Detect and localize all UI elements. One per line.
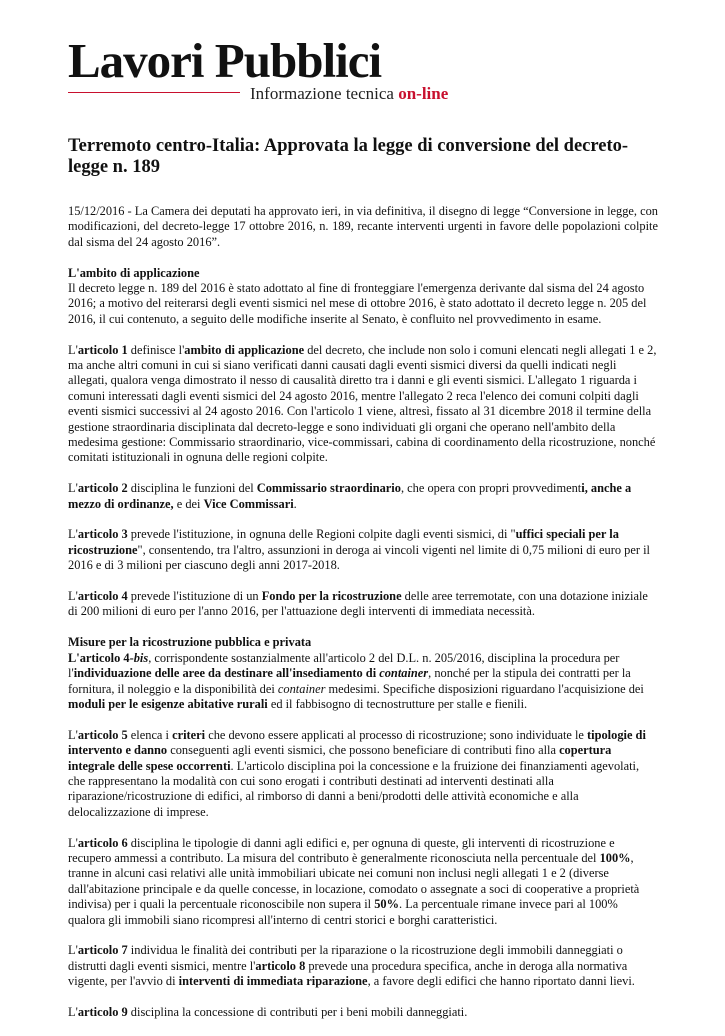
- logo-tagline: Informazione tecnica on-line: [250, 84, 449, 103]
- logo-wordmark: Lavori Pubblici: [68, 33, 382, 88]
- section-title: Misure per la ricostruzione pubblica e privata: [68, 635, 312, 650]
- section-ambito: [68, 266, 658, 328]
- logo: [68, 33, 488, 110]
- paragraph-articolo-2: L'articolo 2 disciplina le funzioni del Commissario straordinario, che opera con propri provvedimenti, anche a mezzo di ordinanze, e dei Vice Commissari.: [68, 481, 632, 511]
- section-text: Il decreto legge n. 189 del 2016 è stato adottato al fine di fronteggiare l'emergenza derivante dal sisma del 24 agosto 2016; a motivo del reiterarsi degli eventi sismici nel mese di ottobre 2016, è stato adottato il decreto legge n. 205 del 2016, il cui contenuto, a seguito delle modifiche inserite al Senato, è confluito nel provvedimento in esame.: [68, 281, 647, 326]
- section-title: L'ambito di applicazione: [68, 265, 200, 280]
- paragraph-articolo-7-8: L'articolo 7 individua le finalità dei contributi per la riparazione o la ricostruzione degli immobili danneggiati o distrutti dagli eventi sismici, mentre l'articolo 8 prevede una procedura specifica, anche in deroga alla normativa vigente, per l'avvio di interventi di immediata riparazione, a favore degli edifici che hanno riportato danni lievi.: [68, 943, 635, 989]
- logo-divider: [68, 92, 240, 93]
- paragraph-articolo-5: L'articolo 5 elenca i criteri che devono essere applicati al processo di ricostruzione; sono individuate le tipologie di intervento e danno conseguenti agli eventi sismici, che possono beneficiare di contributi fino alla copertura integrale delle spese occorrenti. L'articolo disciplina poi la concessione e la fruizione dei finanziamenti agevolati, che rappresentano la modalità con cui sono erogati i contributi destinati ad interventi destinati alla riparazione/ricostruzione di edifici, al rimborso di danni a beni/prodotti delle attività economiche e alla delocalizzazione di imprese.: [68, 727, 646, 819]
- paragraph-articolo-6: L'articolo 6 disciplina le tipologie di danni agli edifici e, per ognuna di queste, gli interventi di ricostruzione e recupero ammessi a contributo. La misura del contributo è generalmente riconosciuta nella percentuale del 100%, tranne in alcuni casi relativi alle unità immobiliari ubicate nei comuni non inclusi negli allegati 1 e 2 (diverse dall'abitazione principale e da quelle concesse, in locazione, comodato o assegnate a soci di cooperative a proprietà indivisa) per i quali la percentuale riconoscibile non supera il 50%. La percentuale rimane invece pari al 100% qualora gli immobili siano ricompresi all'interno di centri storici e borghi caratteristici.: [68, 835, 640, 927]
- article-title: Terremoto centro-Italia: Approvata la legge di conversione del decreto-legge n. 189: [68, 136, 629, 177]
- article: [68, 136, 658, 1036]
- paragraph-articolo-3: L'articolo 3 prevede l'istituzione, in ognuna delle Regioni colpite dagli eventi sismici, di "uffici speciali per la ricostruzione", consentendo, tra l'altro, assunzioni in deroga ai vincoli vigenti nel limite di 0,75 milioni di euro per il 2016 e di 3 milioni per ciascuno degli anni 2017-2018.: [68, 527, 650, 573]
- paragraph-articolo-9: L'articolo 9 disciplina la concessione di contributi per i beni mobili danneggiati.: [68, 1004, 468, 1019]
- paragraph-articolo-4: L'articolo 4 prevede l'istituzione di un Fondo per la ricostruzione delle aree terremotate, con una dotazione iniziale di 200 milioni di euro per l'anno 2016, per l'attuazione degli interventi di immediata necessità.: [68, 589, 648, 619]
- paragraph-articolo-1: L'articolo 1 definisce l'ambito di applicazione del decreto, che include non solo i comuni elencati negli allegati 1 e 2, ma anche altri comuni in cui si siano verificati danni causati dagli eventi sismici diversi da quelli indicati negli allegati, qualora venga dimostrato il nesso di causalità diretto tra i danni e gli eventi sismici. L'allegato 1 riguarda i comuni interessati dagli eventi sismici del 24 agosto 2016, mentre l'allegato 2 reca l'elenco dei comuni colpiti dagli eventi sismici successivi al 24 agosto 2016. Con l'articolo 1 viene, altresì, fissato al 31 dicembre 2018 il termine della gestione straordinaria disciplinata dal decreto-legge e sono individuati gli organi che operano nell'ambito della medesima gestione: Commissario straordinario, vice-commissari, cabina di coordinamento della ricostruzione, nonché comitati istituzionali in ognuna delle regioni colpite.: [68, 342, 657, 465]
- article-intro: 15/12/2016 - La Camera dei deputati ha approvato ieri, in via definitiva, il disegno di legge “Conversione in legge, con modificazioni, del decreto-legge 17 ottobre 2016, n. 189, recante interventi urgenti in favore delle popolazioni colpite dal sisma del 24 agosto 2016”.: [68, 204, 658, 249]
- section-misure: Misure per la ricostruzione pubblica e privata L'articolo 4-bis, corrispondente sostanzialmente all'articolo 2 del D.L. n. 205/2016, disciplina la procedura per l'individuazione delle aree da destinare all'insediamento di container, nonché per la stipula dei contratti per la fornitura, il noleggio e la disponibilità dei container medesimi. Specifiche disposizioni riguardano l'acquisizione dei moduli per le esigenze abitative rurali ed il fabbisogno di tecnostrutture per stalle e fienili.: [68, 635, 658, 712]
